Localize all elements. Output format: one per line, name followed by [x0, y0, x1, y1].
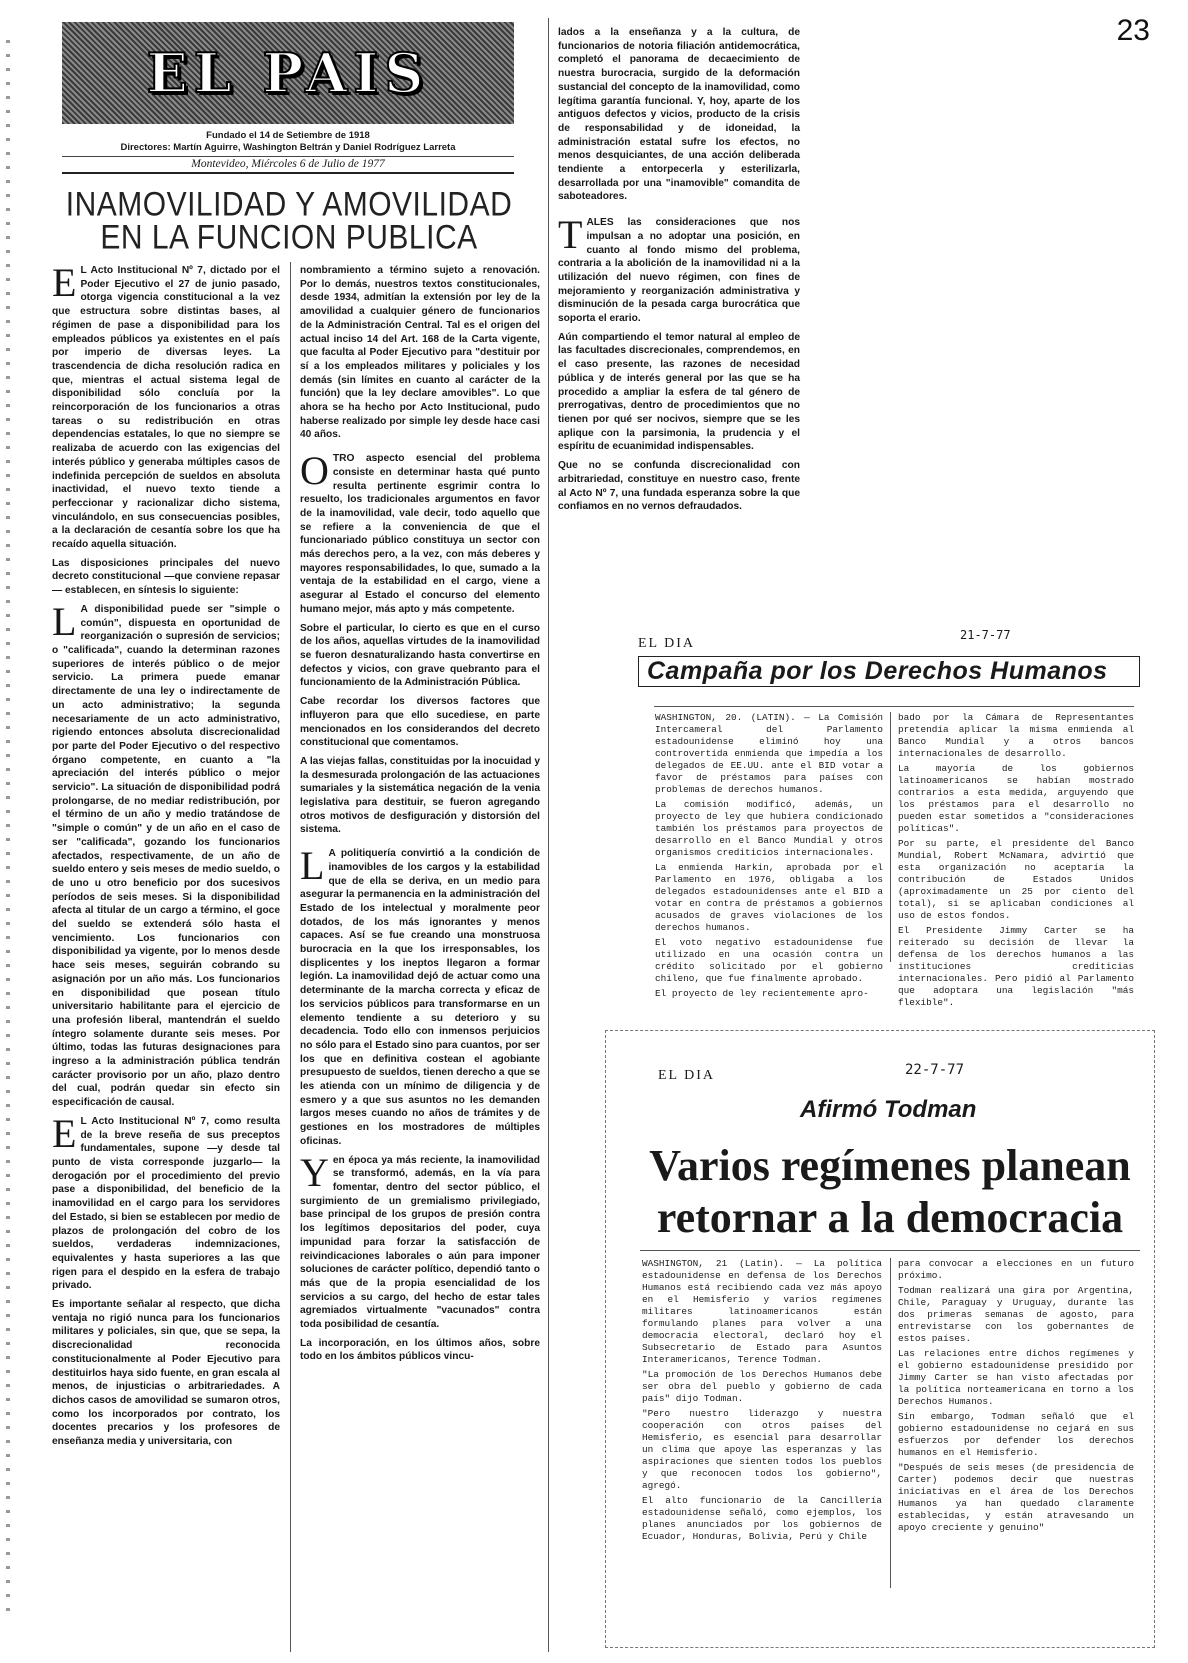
- drop-cap: O: [300, 448, 329, 494]
- paragraph: Cabe recordar los diversos factores que influyeron para que ello sucediese, en parte mencionados en los considerandos del decreto constitucional que comentamos.: [300, 696, 540, 749]
- headline-line-2: retornar a la democracia: [656, 1193, 1124, 1242]
- article-headline: [44, 185, 534, 257]
- article-column-2: [300, 264, 540, 1649]
- drop-cap: Y: [300, 1149, 329, 1195]
- masthead-banner: [62, 22, 514, 124]
- paragraph: Las disposiciones principales del nuevo decreto constitucional —que conviene repasar— establecen, en síntesis lo siguiente:: [52, 557, 280, 597]
- paragraph: para convocar a elecciones en un futuro próximo.: [898, 1258, 1134, 1281]
- paragraph: El alto funcionario de la Cancillería estadounidense señaló, como ejemplos, los planes anunciados por los gobiernos de Ecuador, Honduras, Bolivia, Perú y Chile: [642, 1495, 882, 1542]
- paragraph: E L Acto Institucional Nº 7, como resulta de la breve reseña de sus preceptos fundamentales, supone —y desde tal punto de vista corresponde juzgarlo— la derogación por el procedimiento del previo pase a disponibilidad, del beneficio de la inamovilidad en el cargo para los servidores del Estado, si bien se establecen por medio de plazos de prolongación del cobro de los sueldos, verdaderas indemnizaciones, equivalentes y hasta superiores a las que rigen para el despido en la esfera de trabajo privado.: [52, 1110, 280, 1292]
- clip3-column-b: [898, 1258, 1134, 1598]
- paragraph: Yen época ya más reciente, la inamovilidad se transformó, además, en la vía para fomentar, dentro del sector público, el surgimiento de un gremialismo privilegiado, base principal de los grupos de presión contra los legítimos depositarios del poder, cuya impunidad para forzar la satisfacción de reivindicaciones laborales o aún para imponer soluciones de carácter político, dependió tanto o más que de la propia esencialidad de los servicios a su cargo, del hecho de estar tales agremiados virtualmente "vacunados" contra toda posibilidad de cesantía.: [300, 1149, 540, 1331]
- handwritten-date: 21-7-77: [960, 628, 1011, 642]
- paragraph: nombramiento a término sujeto a renovación. Por lo demás, nuestros textos constitucionales, desde 1934, admitían la extensión por ley de la amovilidad a cualquier género de funcionarios de la Administración Central. Tal es el origen del actual inciso 14 del Art. 168 de la Carta vigente, que faculta al Poder Ejecutivo para "destituir por sí a los empleados militares y policiales y los demás (sin límites en cuanto al carácter de la función) que la ley declare amovibles". Lo que ahora se ha hecho por Acto Institucional, pudo haberse realizado por simple ley desde hace casi 40 años.: [300, 265, 540, 441]
- paragraph: lados a la enseñanza y a la cultura, de funcionarios de notoria filiación antidemocrática, completó el panorama de decaecimiento de nuestra burocracia, surgido de la deformación sustancial del concepto de la inamovilidad, como legítima garantía funcional. Y, hoy, aparte de los antiguos defectos y vicios, producto de la crisis de responsabilidad y de idoneidad, la administración estatal sufre los efectos, no menos desquiciantes, de una acción deliberada tendiente a entorpecerla y esterilizarla, desarrollada por una "inamovible" comandita de saboteadores.: [558, 27, 800, 203]
- paragraph: L A politiquería convirtió a la condición de inamovibles de los cargos y la estabilidad que de ella se deriva, en un medio para asegurar la permanencia en la administración del Estado de los intelectual y moralmente peor dotados, de los más ignorantes y menos capaces. Así se fue creando una monstruosa burocracia en la que los irresponsables, los displicentes y los ineptos llegaron a formar legión. La inamovilidad dejó de actuar como una determinante de la marcha correcta y eficaz de los servicios públicos para transformarse en un elemento tendiente a su deterioro y su decadencia. Todo ello con inmensos perjuicios no sólo para el Estado sino para cuantos, por ser los que en definitiva costean el agobiante presupuesto de sueldos, tienen derecho a que se les atienda con un mínimo de diligencia y de esmero y a que sus asuntos no les demanden largos meses cuando no años de trámites y de gestiones en los mostradores de múltiples oficinas.: [300, 843, 540, 1147]
- paragraph: Por su parte, el presidente del Banco Mundial, Robert McNamara, advirtió que esta organización no aceptaría la contribución de Estados Unidos (aproximadamente un 25 por ciento del total), si se aplicaban condiciones al uso de estos fondos.: [898, 838, 1134, 921]
- paragraph: La enmienda Harkin, aprobada por el Parlamento en 1976, obligaba a los delegados estadounidenses ante el BID a votar en contra de préstamos a gobiernos acusados de graves violaciones de los derechos humanos.: [655, 862, 883, 933]
- paragraph: "La promoción de los Derechos Humanos debe ser obra del pueblo y gobierno de cada país" dijo Todman.: [642, 1369, 882, 1404]
- column-rule: [290, 262, 291, 1652]
- scan-edge-marks: [6, 40, 10, 1620]
- paragraph: TALES las consideraciones que nos impulsan a no adoptar una posición, en cuanto al fondo mismo del problema, contraria a la abolición de la inamovilidad ni a la utilización del nuevo régimen, con fines de mejoramiento y reorganización administrativa y disminución de la pesada carga burocrática que soporta el erario.: [558, 212, 800, 325]
- paragraph: La incorporación, en los últimos años, sobre todo en los ámbitos públicos vincu-: [300, 1337, 540, 1363]
- drop-cap: T: [558, 212, 583, 258]
- drop-cap: L: [300, 843, 325, 889]
- paragraph: A las viejas fallas, constituidas por la inocuidad y la desmesurada prolongación de las actuaciones sumariales y la sistemática negación de la venia legislativa para destituir, se fueron agregando otros motivos de desfiguración y distorsión del sistema.: [300, 755, 540, 836]
- rule: [654, 706, 1134, 707]
- clip-kicker: Afirmó Todman: [800, 1096, 977, 1123]
- clip2-column-b: [898, 712, 1134, 1008]
- paragraph: El Presidente Jimmy Carter se ha reiterado su decisión de llevar la defensa de los derechos humanos a las instituciones crediticias internacionales. Pero pidió al Parlamento que adoptara una legislación "más flexible".: [898, 925, 1134, 1008]
- paragraph: Es importante señalar al respecto, que dicha ventaja no rigió nunca para los funcionarios militares y policiales, sin que, que se sepa, la discrecionalidad reconocida constitucionalmente al Poder Ejecutivo para destituirlos haya sido fuente, en gran escala al menos, de injusticias o arbitrariedades. A dichos casos de amovilidad se sumaron otros, como los incorporados por contrato, los docentes precarios y los profesores de enseñanza media y universitaria, con: [52, 1299, 280, 1448]
- article-column-3: [558, 26, 800, 626]
- clip-source-label: EL DIA: [658, 1068, 715, 1083]
- paragraph: WASHINGTON, 20. (LATIN). — La Comisión Intercameral del Parlamento estadounidense eliminó hoy una controvertida enmienda que impedía a los delegados de EE.UU. ante el BID votar a favor de préstamos para países con problemas de derechos humanos.: [655, 712, 883, 795]
- masthead-title: EL PAIS: [146, 41, 430, 105]
- directors-line: Directores: Martín Aguirre, Washington Beltrán y Daniel Rodríguez Larreta: [120, 142, 456, 153]
- paragraph: El proyecto de ley recientemente apro-: [655, 988, 869, 999]
- paragraph: Sobre el particular, lo cierto es que en el curso de los años, aquellas virtudes de la inamovilidad se fueron desnaturalizando hasta convertirse en defectos y vicios, con grave quebranto para el funcionamiento de la Administración Pública.: [300, 622, 540, 689]
- drop-cap: E: [52, 1110, 77, 1156]
- paragraph: "Después de seis meses (de presidencia de Carter) podemos decir que nuestras iniciativas en el área de los Derechos Humanos ya han quedado claramente establecidas, y están atravesando un apoyo creciente y genuino": [898, 1462, 1134, 1533]
- founded-line: Fundado el 14 de Setiembre de 1918: [206, 130, 370, 141]
- clip3-column-a: [642, 1258, 882, 1598]
- article-column-1: [52, 260, 280, 1649]
- headline-line-1: Varios regímenes planean: [649, 1141, 1131, 1190]
- paragraph: "Pero nuestro liderazgo y nuestra cooperación con otros países del Hemisferio, es esencial para desarrollar un clima que apoye las esperanzas y las aspiraciones que sienten todos los pueblos y que reconocen todos los gobierno", agregó.: [642, 1408, 882, 1491]
- masthead-founded: [62, 130, 514, 157]
- paragraph: WASHINGTON, 21 (Latin). — La política estadounidense en defensa de los Derechos Humanos está recibiendo cada vez más apoyo en el Hemisferio y varios regímenes militares latinoamericanos están formulando planes para volver a una democracia electoral, declaró hoy el Subsecretario de Estado para Asuntos Interamericanos, Terence Todman.: [642, 1258, 882, 1365]
- clip-source-label: EL DIA: [638, 636, 695, 651]
- paragraph: El voto negativo estadounidense fue utilizado en una ocasión contra un crédito solicitado por el gobierno chileno, que fue finalmente aprobado.: [655, 937, 883, 984]
- drop-cap: E: [52, 260, 77, 305]
- column-rule: [890, 712, 891, 962]
- handwritten-date: 22-7-77: [905, 1062, 965, 1078]
- paragraph: Sin embargo, Todman señaló que el gobierno estadounidense no cejará en sus esfuerzos por defender los derechos humanos en el Hemisferio.: [898, 1411, 1134, 1458]
- paragraph: La comisión modificó, además, un proyecto de ley que hubiera condicionado también los préstamos para proyectos de desarrollo en el Banco Mundial y otros organismos crediticios internacionales.: [655, 799, 883, 858]
- paragraph: L A disponibilidad puede ser "simple o común", dispuesta en oportunidad de reorganización o supresión de servicios; o "calificada", cuando la determinan razones superiores de interés público o de mejor servicio. La primera puede emanar directamente de una ley o indirectamente de un acto administrativo; la segunda necesariamente de un acto administrativo, rigiendo entonces absoluta discrecionalidad por parte del Poder Ejecutivo o del respectivo órgano competente, en cuanto a "la apreciación del interés público o mejor servicio". La situación de disponibilidad podrá prolongarse, de no mediar redistribución, por el término de un año y medio tratándose de "simple o común" y de un año en el caso de ser "calificada", gozando los funcionarios afectados, respectivamente, de un año de sueldo entero y seis meses de medio sueldo, o de uno u otro beneficio por dos sucesivos períodos de seis meses. Si la disponibilidad afecta al titular de un cargo a término, el goce del sueldo se extenderá sólo hasta el vencimiento. Los funcionarios con disponibilidad ya vigente, por lo menos desde hace seis meses, seguirán cobrando su asignación por un año más. Los funcionarios en disponibilidad que posean título universitario habilitante para el ejercicio de una profesión liberal, mantendrán el sueldo íntegro solamente durante seis meses. Por último, todas las futuras designaciones para ingreso a la administración pública tendrán carácter provisorio por un año, plazo dentro del cual, podrán quedar sin efecto sin especificación de causal.: [52, 598, 280, 1109]
- column-rule: [548, 18, 549, 1652]
- paragraph: E L Acto Institucional Nº 7, dictado por el Poder Ejecutivo el 27 de junio pasado, otorga vigencia constitucional a la vez que estructura sobre distintas bases, al régimen de pase a disponibilidad para los empleados públicos ya existentes en el país por imperio de diversas leyes. La trascendencia de dicha resolución radica en que, mientras el actual sistema legal de disponibilidad sólo concluía por la reincorporación de los funcionarios a otras tareas o su redistribución en otras dependencias estatales, lo que no siempre se realizaba de acuerdo con las exigencias del interés público y generaba múltiples casos de indefinida percepción de sueldos en absoluta inactividad, el nuevo texto tiende a perfeccionar y racionalizar dicho sistema, vinculándolo, en sus consecuencias posibles, a la declaración de cesantía sobre los que ha recaído aquella situación.: [52, 260, 280, 551]
- paragraph: bado por la Cámara de Representantes pretendía aplicar la misma enmienda al Banco Mundial y a otros bancos internacionales de desarrollo.: [898, 712, 1134, 759]
- clip-headline: [640, 1140, 1140, 1244]
- paragraph: La mayoría de los gobiernos latinoamericanos se habían mostrado contrarios a esta medida, arguyendo que los préstamos para el desarrollo no pueden estar sometidos a "consideraciones políticas".: [898, 763, 1134, 834]
- clip-headline: Campaña por los Derechos Humanos: [638, 656, 1140, 687]
- paragraph: Aún compartiendo el temor natural al empleo de las facultades discrecionales, comprendemos, en el caso presente, las razones de necesidad pública y de interés general por las que se ha procedido a ampliar la esfera de tal género de prerrogativas, dentro de procedimientos que no tienen por qué ser nocivos, siempre que se les aplique con la parsimonia, la prudencia y el espíritu de ecuanimidad indispensables.: [558, 331, 800, 453]
- clip2-column-a: [655, 712, 883, 999]
- column-rule: [890, 1258, 891, 1588]
- rule: [640, 1250, 1140, 1251]
- headline-line-1: INAMOVILIDAD Y AMOVILIDAD: [65, 185, 513, 224]
- page-number: 23: [1116, 14, 1150, 47]
- drop-cap: L: [52, 598, 77, 644]
- paragraph: Todman realizará una gira por Argentina, Chile, Paraguay y Uruguay, durante las dos primeras semanas de agosto, para entrevistarse con los gobernantes de estos países.: [898, 1285, 1134, 1344]
- headline-line-2: EN LA FUNCION PUBLICA: [100, 218, 478, 257]
- masthead-dateline: Montevideo, Miércoles 6 de Julio de 1977: [62, 158, 514, 174]
- paragraph: OTRO aspecto esencial del problema consiste en determinar hasta qué punto resulta pertinente esgrimir contra lo resuelto, los tradicionales argumentos en favor de la inamovilidad, vale decir, todo aquello que se refiere a la conveniencia de que el funcionariado público constituya un sector con más derechos pero, a la vez, con más deberes y mayores responsabilidades, lo que, sumado a la ventaja de la estabilidad en el cargo, viene a asegurar al Estado el concurso del elemento humano mejor, más apto y más competente.: [300, 448, 540, 615]
- paragraph: Las relaciones entre dichos regímenes y el gobierno estadounidense presidido por Jimmy Carter se han visto afectadas por la política norteamericana en torno a los Derechos Humanos.: [898, 1348, 1134, 1407]
- paragraph: Que no se confunda discrecionalidad con arbitrariedad, constituye en nuestro caso, frente al Acto Nº 7, una fundada esperanza sobre la que confiamos en no vernos defraudados.: [558, 460, 800, 513]
